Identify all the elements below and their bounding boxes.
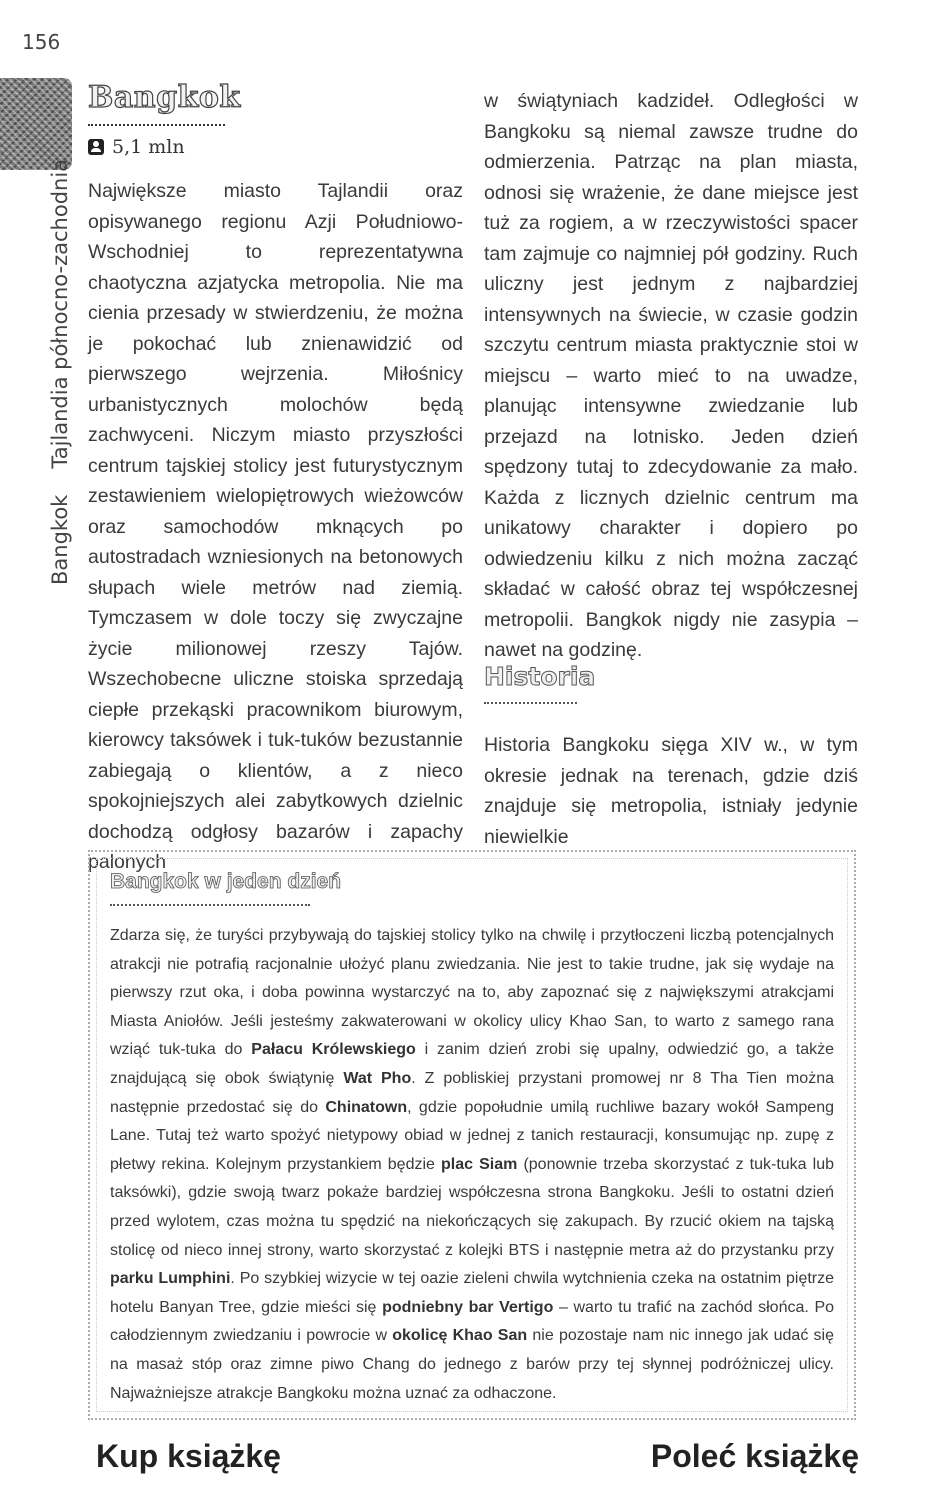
title-underline xyxy=(88,124,225,126)
side-tab-label xyxy=(48,159,72,585)
side-tab-section: Bangkok xyxy=(48,494,72,585)
section-tab-pattern xyxy=(0,78,72,170)
population-line xyxy=(88,136,185,158)
historia-underline xyxy=(484,702,577,704)
box-text-segment: (ponownie trzeba skorzystać z tuk-tuka lub taksówki), gdzie swoją twarz pokaże bardziej współczesna strona Bangkoku. Jeśli to ostatni dzień przed wylotem, czas można tu spędzić na niekończących się zakupach. By rzucić okiem na tajską stolicę od nieco innej strony, warto skorzystać z kolejki BTS i następnie metra aż do przystanku przy xyxy=(110,1155,835,1259)
city-title: Bangkok xyxy=(88,80,241,115)
box-text-segment: . Po szybkiej wizycie w tej oazie zieleni chwila wytchnienia czeka na ostatnim piętrze hotelu Banyan Tree, gdzie mieści się xyxy=(110,1270,835,1316)
info-box-title-underline xyxy=(110,904,310,906)
box-text-segment: i zanim dzień zrobi się upalny, odwiedzić go, a także znajdującą się obok świątynię xyxy=(110,1041,835,1087)
box-text-segment: nie pozostaje nam nic innego jak udać się na masaż stóp oraz zimne piwo Chang do jednego z barów przy tej słynnej podróżniczej ulicy. Najważniejsze atrakcje Bangkoku można uznać za odhaczone. xyxy=(110,1327,834,1402)
recommend-book-link[interactable]: Poleć książkę xyxy=(650,1438,859,1474)
attraction-bar-vertigo: podniebny bar Vertigo xyxy=(382,1298,554,1316)
side-tab-chapter: Tajlandia północno-zachodnia xyxy=(48,158,72,469)
info-box-text xyxy=(110,922,834,1408)
box-text-segment: – warto tu trafić na zachód słońca. Po całodziennym zwiedzaniu i powrocie w xyxy=(110,1298,835,1345)
population-value: 5,1 mln xyxy=(112,136,185,158)
buy-book-link[interactable]: Kup książkę xyxy=(96,1438,281,1474)
attraction-wat-pho: Wat Pho xyxy=(343,1069,412,1087)
box-text-segment: , gdzie popołudnie umilą ruchliwe bazary wokół Sampeng Lane. Tutaj też warto spożyć nietypowy obiad w jednej z tanich restauracji, konsumując np. zupę z płetwy rekina. Kolejnym przystankiem będzie xyxy=(110,1098,835,1173)
box-text-segment: Zdarza się, że turyści przybywają do tajskiej stolicy tylko na chwilę i przytłoczeni liczbą potencjalnych atrakcji nie potrafią racjonalnie ułożyć planu zwiedzania. Nie jest to takie trudne, jak się wydaje na pierwszy rzut oka, i doba powinna wystarczyć na to, aby zapoznać się z największymi atrakcjami Miasta Aniołów. Jeśli jesteśmy zakwaterowani w okolicy ulicy Khao San, to warto z samego rana wziąć tuk-tuka do xyxy=(110,927,834,1059)
attraction-khao-san: okolicę Khao San xyxy=(392,1327,528,1345)
attraction-park-lumphini: parku Lumphini xyxy=(110,1270,231,1288)
box-text-segment: . Z pobliskiej przystani promowej nr 8 Tha Tien można następnie przedostać się do xyxy=(110,1069,834,1116)
historia-text: Historia Bangkoku sięga XIV w., w tym okresie jednak na terenach, gdzie dziś znajduje się metropolia, istniały jedynie niewielkie xyxy=(484,734,858,848)
intro-left-column: Największe miasto Tajlandii oraz opisywanego regionu Azji Południowo-Wschodniej to reprezentatywna chaotyczna azjatycka metropolia. Nie ma cienia przesady w stwierdzeniu, że można je pokochać lub znienawidzić od pierwszego wejrzenia. Miłośnicy urbanistycznych molochów będą zachwyceni. Niczym miasto przyszłości centrum tajskiej stolicy jest futurystycznym zestawieniem wielopiętrowych wieżowców oraz samochodów mknących po autostradach wzniesionych na betonowych słupach wiele metrów nad ziemią. Tymczasem w dole toczy się zwyczajne życie milionowej rzeszy Tajów. Wszechobecne uliczne stoiska sprzedają ciepłe przekąski pracownikom biurowym, kierowcy taksówek i tuk-tuków bezustannie zabiegają o klientów, a z nieco spokojniejszych alei zabytkowych dzielnic dochodzą odgłosy bazarów i zapachy palonych xyxy=(88,180,463,873)
historia-heading: Historia xyxy=(484,662,596,691)
page-number: 156 xyxy=(22,30,61,54)
info-box-title: Bangkok w jeden dzień xyxy=(110,870,342,893)
population-icon xyxy=(88,139,104,155)
attraction-palac-krolewski: Pałacu Królewskiego xyxy=(251,1041,416,1059)
intro-right-column: w świątyniach kadzideł. Odległości w Bangkoku są niemal zawsze trudne do odmierzenia. Patrząc na plan miasta, odnosi się wrażenie, że dane miejsce jest tuż za rogiem, a w rzeczywistości spacer tam zajmuje co najmniej pół godziny. Ruch uliczny jest jednym z najbardziej intensywnych na świecie, w czasie godzin szczytu centrum miasta praktycznie stoi w miejscu – warto mieć to na uwadze, planując intensywne zwiedzanie lub przejazd na lotnisko. Jeden dzień spędzony tutaj to zdecydowanie za mało. Każda z licznych dzielnic centrum ma unikatowy charakter i dopiero po odwiedzeniu kilku z nich można zacząć składać w całość obraz tej współczesnej metropolii. Bangkok nigdy nie zasypia – nawet na godzinę. xyxy=(484,90,858,661)
attraction-chinatown: Chinatown xyxy=(325,1098,408,1116)
attraction-plac-siam: plac Siam xyxy=(441,1155,518,1173)
